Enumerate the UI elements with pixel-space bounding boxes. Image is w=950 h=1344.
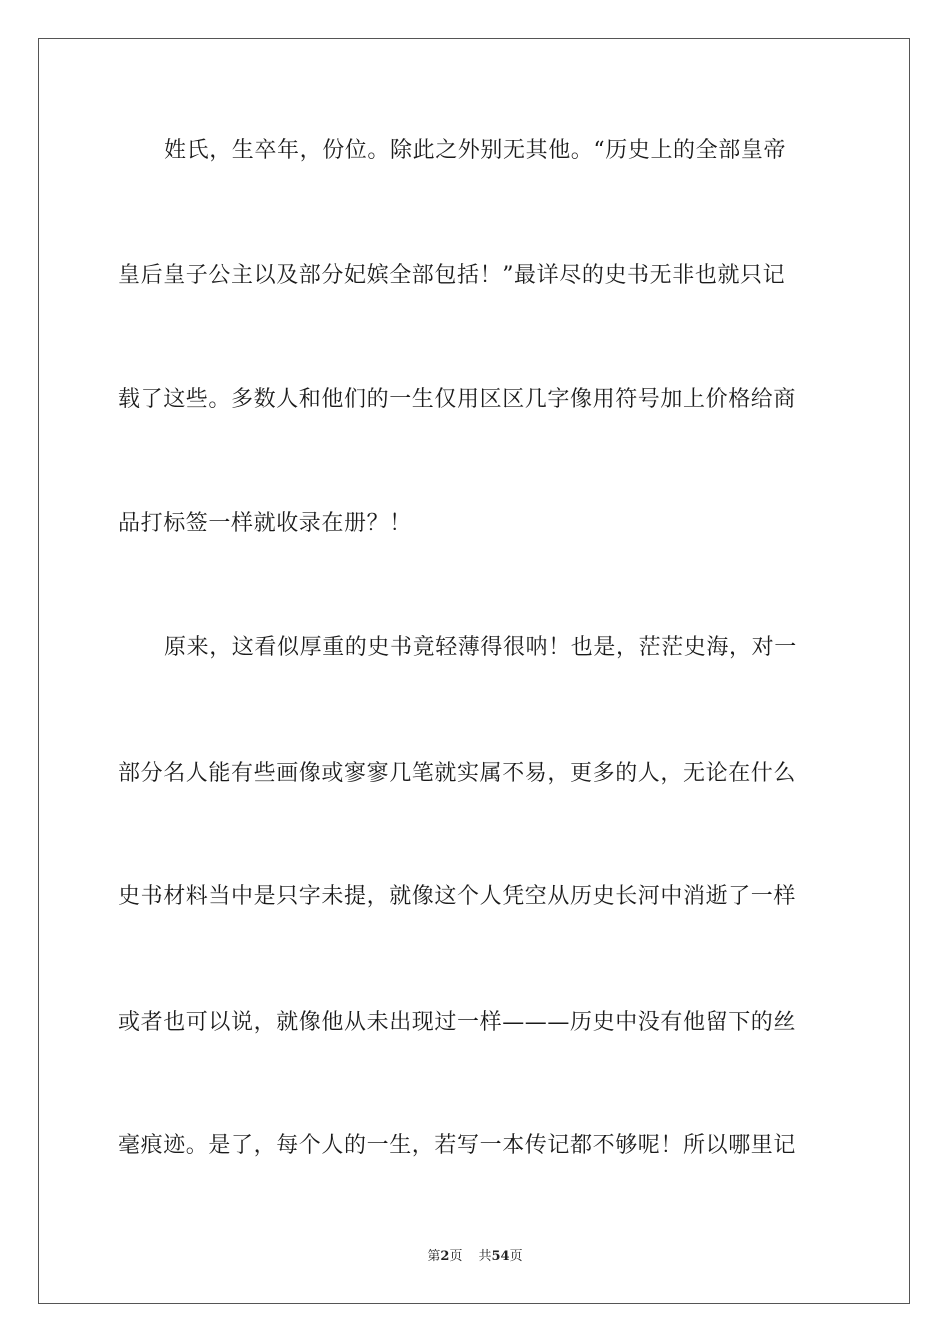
page-footer bbox=[0, 1248, 950, 1266]
text-line-1: 姓氏，生卒年，份位。除此之外别无其他。“历史上的全部皇帝 bbox=[164, 138, 787, 163]
page-border bbox=[38, 38, 910, 1304]
text-line-3: 载了这些。多数人和他们的一生仅用区区几字像用符号加上价格给商 bbox=[118, 387, 797, 412]
text-line-9: 毫痕迹。是了，每个人的一生，若写一本传记都不够呢！所以哪里记 bbox=[118, 1133, 797, 1158]
page-number: 2 bbox=[440, 1249, 450, 1264]
text-line-6: 部分名人能有些画像或寥寥几笔就实属不易，更多的人，无论在什么 bbox=[118, 761, 797, 786]
page-suffix: 页 bbox=[449, 1249, 463, 1264]
text-line-4: 品打标签一样就收录在册？！ bbox=[118, 511, 412, 536]
total-pages: 54 bbox=[491, 1249, 510, 1264]
text-line-2: 皇后皇子公主以及部分妃嫔全部包括！”最详尽的史书无非也就只记 bbox=[118, 263, 786, 288]
text-line-8: 或者也可以说，就像他从未出现过一样———历史中没有他留下的丝 bbox=[118, 1010, 797, 1035]
total-prefix: 共 bbox=[478, 1249, 492, 1264]
text-line-5: 原来，这看似厚重的史书竟轻薄得很呐！也是，茫茫史海，对一 bbox=[164, 635, 797, 660]
page-prefix: 第 bbox=[427, 1249, 441, 1264]
text-line-7: 史书材料当中是只字未提，就像这个人凭空从历史长河中消逝了一样 bbox=[118, 884, 797, 909]
total-suffix: 页 bbox=[509, 1249, 523, 1264]
